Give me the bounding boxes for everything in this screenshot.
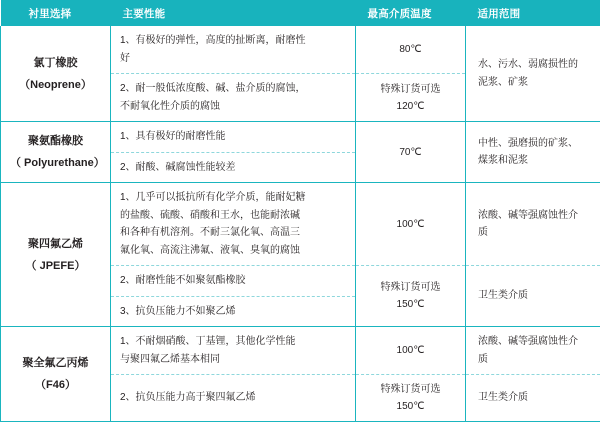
lining-name-secondary: （ JPEFE）: [25, 259, 86, 272]
performance-line: 好: [120, 52, 130, 64]
lining-name-primary: 聚氨酯橡胶: [28, 135, 83, 147]
temperature-line: 特殊订货可选: [380, 83, 441, 95]
temperature-line: 150℃: [396, 299, 425, 310]
table-header-row: [1, 0, 600, 26]
application-line: 卫生类介质: [478, 290, 528, 302]
lining-name-cell: [1, 122, 111, 183]
performance-line: 与聚四氟乙烯基本相同: [120, 353, 220, 365]
application-line: 中性、强磨损的矿浆、: [478, 137, 578, 149]
column-header-max-temperature: 最高介质温度: [356, 0, 466, 26]
performance-line: 2、耐酸、碱腐蚀性能较差: [120, 161, 236, 173]
application-cell: [466, 266, 600, 327]
performance-cell: [111, 74, 356, 122]
application-cell: [466, 375, 600, 422]
application-line: 质: [478, 353, 488, 365]
performance-line: 的盐酸、硫酸、硝酸和王水，也能耐浓碱: [120, 209, 300, 221]
column-header-performance: 主要性能: [111, 0, 356, 26]
performance-cell: [111, 152, 356, 183]
temperature-line: 100℃: [396, 345, 425, 356]
lining-name-primary: 氯丁橡胶: [33, 56, 78, 69]
application-cell: [466, 183, 600, 266]
performance-line: 和各种有机溶剂。不耐三氯化氧、高温三: [120, 227, 300, 238]
table-body: [1, 26, 600, 422]
table-row: [1, 122, 600, 153]
performance-line: 1、不耐烟硝酸、丁基锂，其他化学性能: [120, 336, 296, 347]
performance-cell: [111, 375, 356, 422]
lining-name-secondary: （ Polyurethane）: [10, 157, 105, 169]
performance-line: 氟化氧、高流注沸氟、液氧、臭氧的腐蚀: [120, 244, 300, 256]
lining-name-secondary: （Neoprene）: [19, 78, 92, 91]
lining-name-primary: 聚全氟乙丙烯: [22, 357, 89, 369]
temperature-cell: [356, 122, 466, 183]
performance-line: 2、耐磨性能不如聚氨酯橡胶: [120, 275, 246, 286]
temperature-cell: [356, 327, 466, 375]
lining-name-cell: [1, 327, 111, 422]
application-line: 水、污水、弱腐损性的: [478, 59, 578, 70]
temperature-line: 特殊订货可选: [380, 384, 441, 395]
performance-cell: [111, 26, 356, 74]
application-cell: [466, 327, 600, 375]
temperature-line: 70℃: [399, 146, 422, 158]
table-row: [1, 26, 600, 74]
temperature-cell: [356, 74, 466, 122]
temperature-cell: [356, 26, 466, 74]
table-row: [1, 327, 600, 375]
application-line: 煤浆和泥浆: [478, 155, 528, 166]
performance-line: 1、有极好的弹性，高度的扯断离，耐磨性: [120, 35, 306, 46]
lining-name-secondary: （F46）: [35, 379, 76, 391]
application-line: 浓酸、碱等强腐蚀性介: [478, 336, 578, 347]
table-header: [1, 0, 600, 26]
lining-name-cell: [1, 26, 111, 122]
application-line: 质: [478, 227, 488, 238]
temperature-cell: [356, 375, 466, 422]
temperature-line: 80℃: [399, 44, 422, 55]
performance-line: 1、几乎可以抵抗所有化学介质，能耐妃糖: [120, 192, 306, 203]
performance-line: 1、具有极好的耐磨性能: [120, 131, 226, 142]
temperature-cell: [356, 183, 466, 266]
application-line: 泥浆、矿浆: [478, 76, 528, 88]
performance-line: 不耐氧化性介质的腐蚀: [120, 100, 220, 112]
performance-cell: [111, 327, 356, 375]
lining-name-primary: 聚四氟乙烯: [28, 237, 83, 250]
application-cell: [466, 26, 600, 122]
temperature-line: 120℃: [396, 100, 425, 112]
temperature-cell: [356, 266, 466, 327]
performance-cell: [111, 266, 356, 297]
application-line: 浓酸、碱等强腐蚀性介: [478, 209, 578, 221]
lining-name-cell: [1, 183, 111, 327]
performance-cell: [111, 183, 356, 266]
performance-line: 2、耐一般低浓度酸、碱、盐介质的腐蚀，: [120, 83, 306, 94]
column-header-lining: 衬里选择: [1, 0, 111, 26]
temperature-line: 100℃: [396, 218, 425, 230]
performance-line: 2、抗负压能力高于聚四氟乙烯: [120, 392, 256, 404]
table-row: [1, 183, 600, 266]
performance-cell: [111, 122, 356, 153]
temperature-line: 150℃: [396, 401, 425, 412]
application-cell: [466, 122, 600, 183]
performance-cell: [111, 296, 356, 327]
column-header-application: 适用范围: [466, 0, 600, 26]
temperature-line: 特殊订货可选: [380, 282, 441, 293]
performance-line: 3、抗负压能力不如聚乙烯: [120, 305, 236, 317]
application-line: 卫生类介质: [478, 392, 528, 404]
